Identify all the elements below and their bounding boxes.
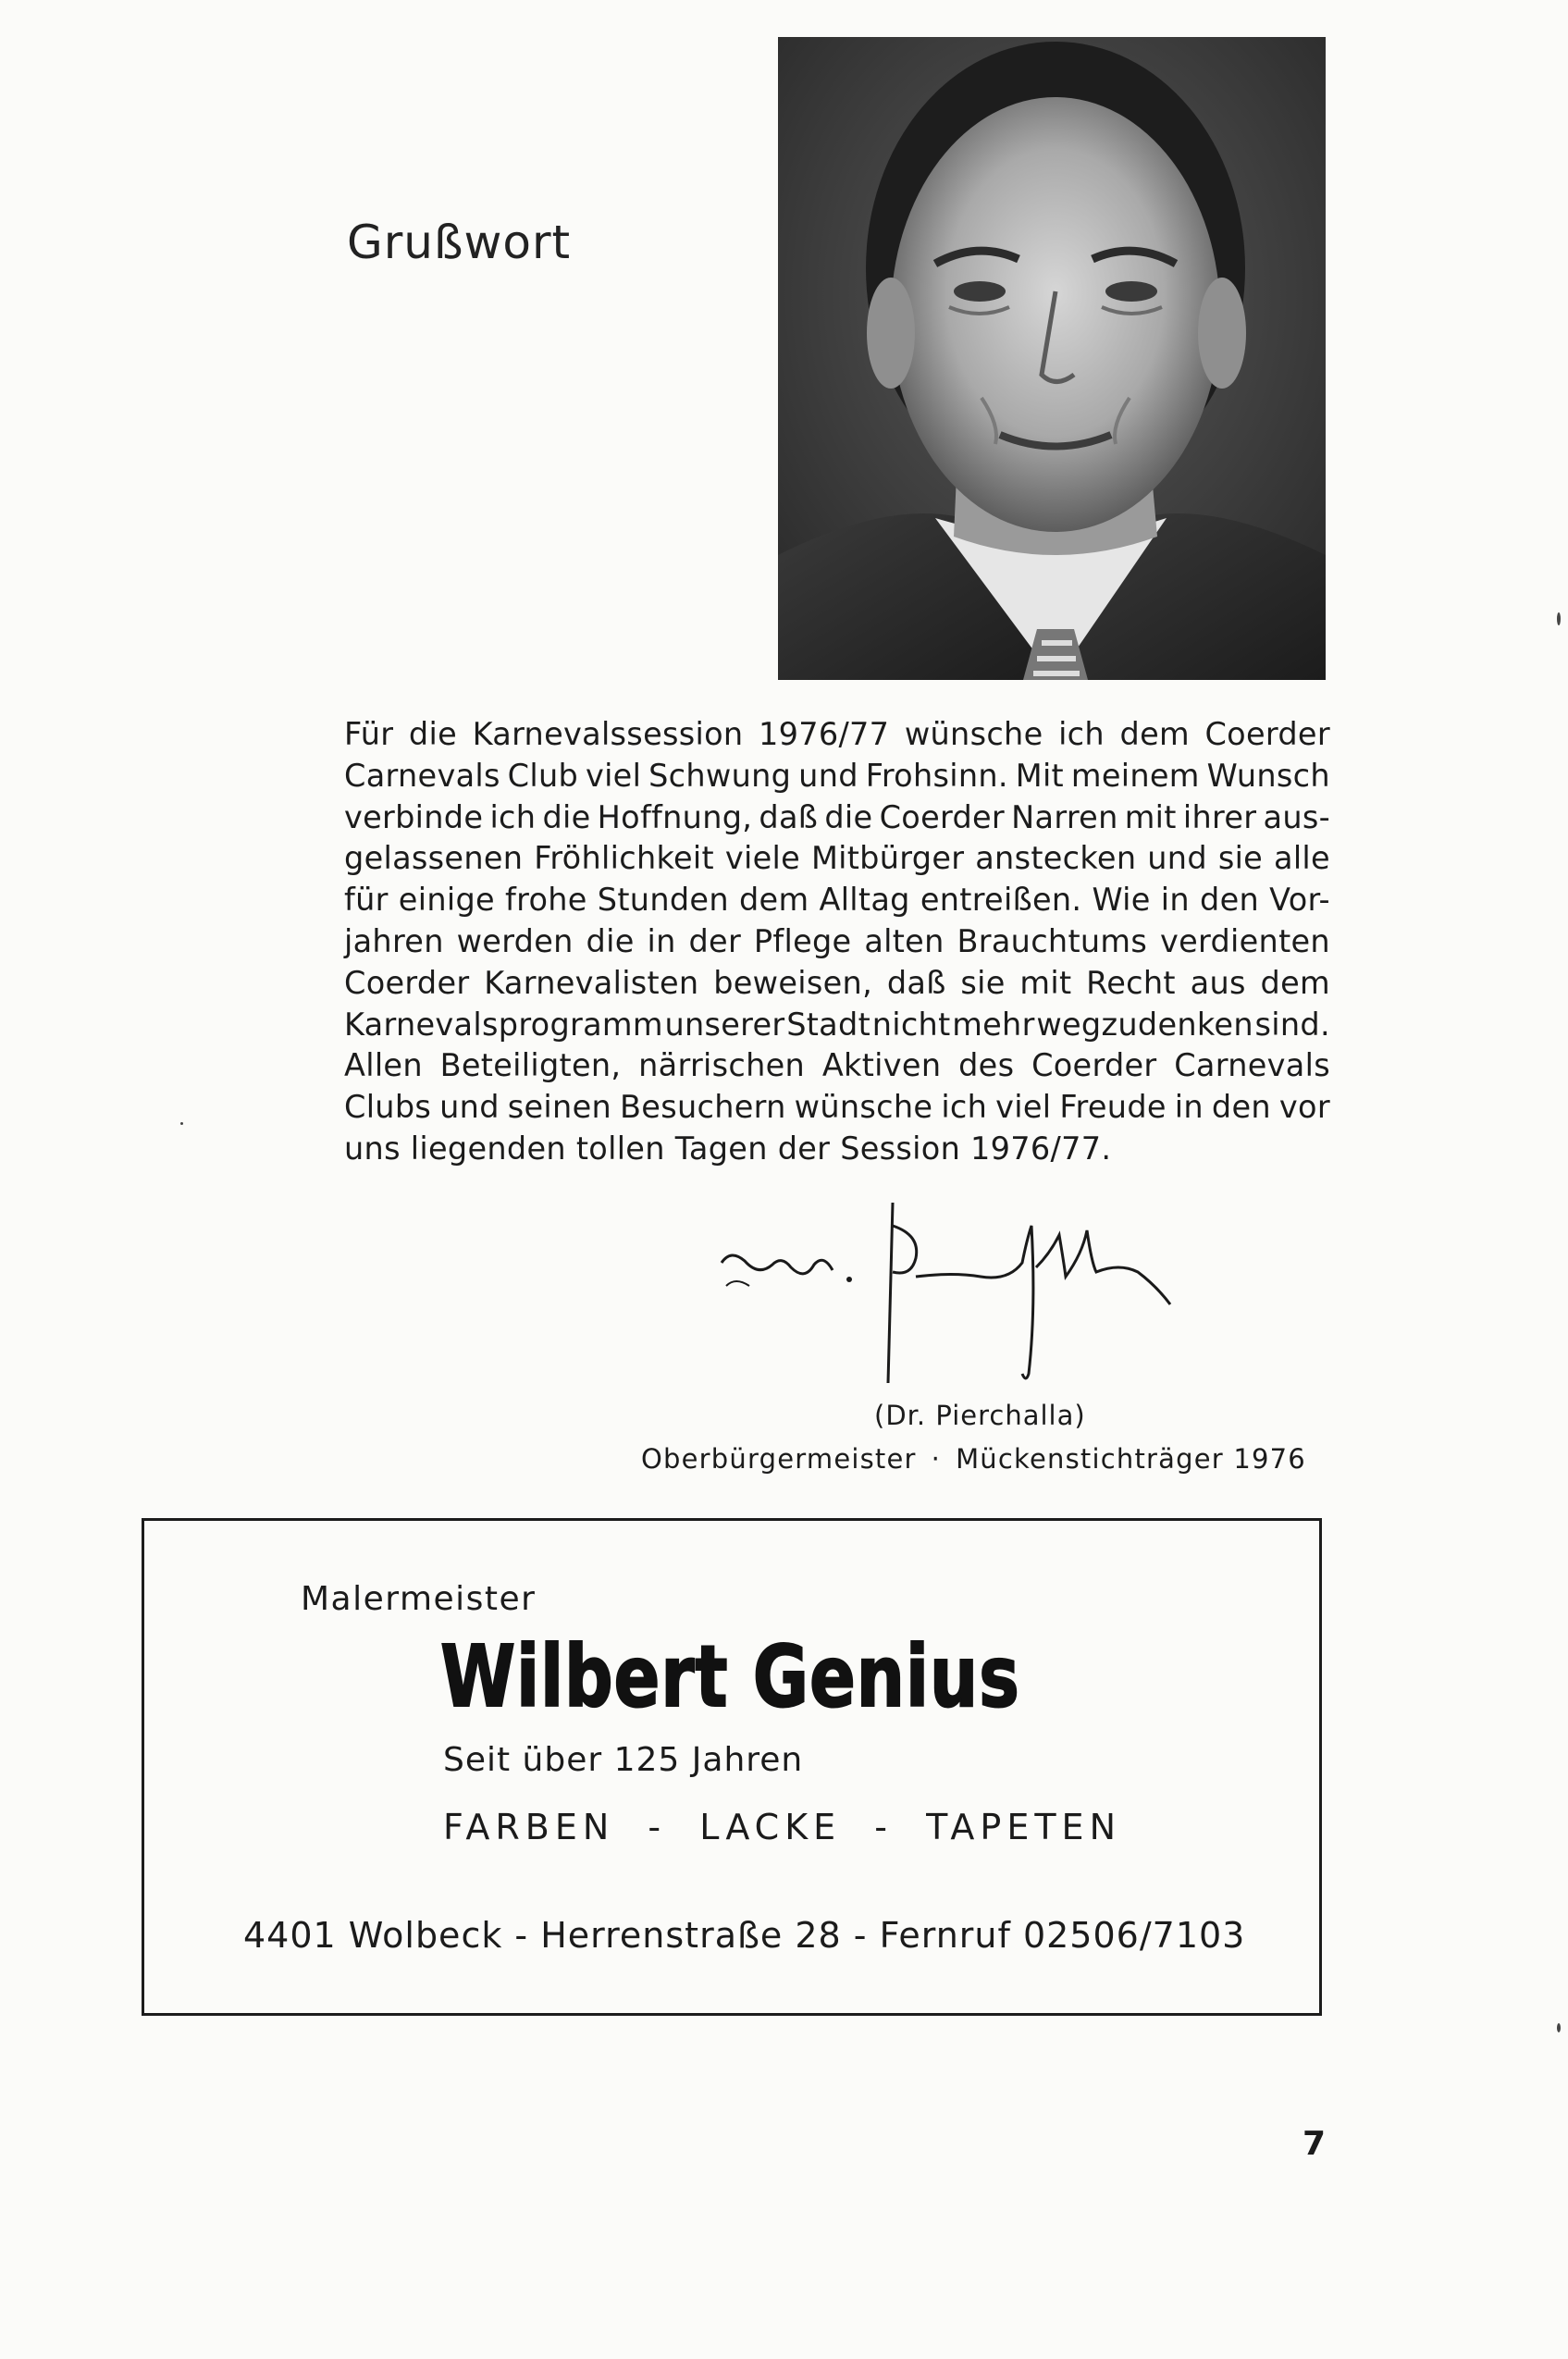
text-word: Schwung (648, 757, 792, 794)
text-word: Aktiven (821, 1047, 942, 1084)
text-line (344, 1087, 1330, 1129)
text-word: wünsche (794, 1089, 933, 1126)
title-separator: · (931, 1443, 942, 1475)
text-word: den (1211, 1089, 1271, 1126)
text-word: mit (1019, 964, 1072, 1001)
text-word: aus (1190, 964, 1246, 1001)
text-word: Alltag (819, 882, 910, 919)
text-word: aus- (1263, 798, 1330, 835)
text-word: seinen (507, 1089, 612, 1126)
text-line (344, 797, 1330, 839)
text-word: des (958, 1047, 1015, 1084)
signer-title-left: Oberbürgermeister (641, 1443, 917, 1475)
text-word: gelassenen (344, 840, 524, 877)
text-word: dem (1260, 964, 1330, 1001)
text-line (344, 756, 1330, 797)
portrait-photo (778, 37, 1326, 680)
text-word: alten (864, 922, 945, 959)
ad-pretitle: Malermeister (301, 1580, 537, 1618)
text-word: viel (585, 757, 642, 794)
text-word: alle (1274, 840, 1330, 877)
text-word: frohe (505, 882, 587, 919)
text-word: Mit (1015, 757, 1064, 794)
text-word: Recht (1086, 964, 1176, 1001)
text-word: ihrer (1182, 798, 1257, 835)
text-word: sind. (1254, 1006, 1330, 1043)
text-word: werden (456, 922, 574, 959)
text-word: Stunden (597, 882, 729, 919)
text-line (344, 921, 1330, 963)
text-word: vor (1278, 1089, 1330, 1126)
text-word: sie (1217, 840, 1264, 877)
text-word: die (586, 922, 635, 959)
text-word: meinem (1070, 757, 1200, 794)
text-word: Wunsch (1206, 757, 1330, 794)
text-word: Brauchtums (957, 922, 1148, 959)
text-word: und (798, 757, 858, 794)
text-word: ich (1058, 716, 1105, 752)
text-word: wegzudenken (1036, 1006, 1253, 1043)
text-word: närrischen (638, 1047, 806, 1084)
text-word: Besuchern (620, 1089, 786, 1126)
signature-image (703, 1198, 1221, 1392)
text-word: anstecken (975, 840, 1137, 877)
text-word: den (1200, 882, 1260, 919)
text-word: jahren (344, 922, 444, 959)
text-word: dem (738, 882, 809, 919)
text-word: nicht (871, 1006, 951, 1043)
text-word: Clubs (344, 1089, 432, 1126)
text-word: Karnevalssession (472, 716, 744, 752)
text-word: in (1174, 1089, 1204, 1126)
signer-title (641, 1443, 1306, 1475)
page-heading: Grußwort (347, 216, 572, 269)
ad-tagline: Seit über 125 Jahren (443, 1741, 804, 1779)
text-word: Coerder (1031, 1047, 1157, 1084)
text-line (344, 1005, 1330, 1046)
text-word: daß (759, 798, 819, 835)
text-word: Coerder (344, 964, 470, 1001)
text-word: wünsche (904, 716, 1043, 752)
text-word: dem (1119, 716, 1190, 752)
text-word: Club (507, 757, 579, 794)
text-word: Beteiligten, (439, 1047, 622, 1084)
signer-name: (Dr. Pierchalla) (874, 1400, 1086, 1431)
text-word: Coerder (1204, 716, 1330, 752)
text-word: unserer (664, 1006, 785, 1043)
text-word: viel (995, 1089, 1052, 1126)
text-word: Allen (344, 1047, 423, 1084)
text-line (344, 838, 1330, 880)
signer-title-right: Mückenstichträger 1976 (956, 1443, 1306, 1475)
text-word: uns liegenden tollen Tagen der Session 1976/77. (344, 1130, 1112, 1167)
text-word: der (688, 922, 742, 959)
text-word: Frohsinn. (865, 757, 1008, 794)
greeting-text (344, 714, 1330, 1170)
text-word: entreißen. (920, 882, 1082, 919)
scan-speck (180, 1122, 183, 1125)
text-word: Stadt (786, 1006, 871, 1043)
scan-speck (1557, 2023, 1561, 2032)
text-word: mit (1124, 798, 1177, 835)
text-line (344, 1129, 1330, 1170)
text-word: ich (489, 798, 537, 835)
text-word: in (1160, 882, 1190, 919)
text-word: die (542, 798, 591, 835)
text-word: verdienten (1159, 922, 1330, 959)
text-word: und (1147, 840, 1207, 877)
text-word: Hoffnung, (597, 798, 753, 835)
text-word: für (344, 882, 389, 919)
text-word: Carnevals (1174, 1047, 1330, 1084)
text-line (344, 880, 1330, 921)
text-word: ich (941, 1089, 988, 1126)
page-number: 7 (1303, 2125, 1327, 2163)
text-word: daß (886, 964, 946, 1001)
portrait-image (778, 37, 1326, 680)
text-word: Carnevals (344, 757, 500, 794)
text-word: Wie (1092, 882, 1151, 919)
text-word: viele (724, 840, 801, 877)
text-word: Narren (1011, 798, 1118, 835)
text-line (344, 714, 1330, 756)
text-word: Karnevalisten (484, 964, 699, 1001)
text-word: die (408, 716, 457, 752)
text-word: Für (344, 716, 394, 752)
text-word: Pflege (753, 922, 852, 959)
text-word: verbinde (344, 798, 484, 835)
text-word: einige (398, 882, 495, 919)
text-word: Mitbürger (810, 840, 965, 877)
text-line (344, 1045, 1330, 1087)
text-word: Freude (1059, 1089, 1167, 1126)
text-word: die (824, 798, 873, 835)
text-word: Karnevalsprogramm (344, 1006, 663, 1043)
text-word: mehr (952, 1006, 1035, 1043)
ad-company-name: Wilbert Genius (440, 1627, 1020, 1726)
scan-speck (1557, 612, 1561, 625)
text-word: Fröhlichkeit (534, 840, 714, 877)
ad-products: FARBEN - LACKE - TAPETEN (443, 1807, 1121, 1847)
ad-address: 4401 Wolbeck - Herrenstraße 28 - Fernruf 02506/7103 (243, 1915, 1246, 1956)
text-word: Vor- (1269, 882, 1330, 919)
text-word: sie (960, 964, 1006, 1001)
text-word: 1976/77 (758, 716, 890, 752)
text-word: in (647, 922, 676, 959)
text-word: Coerder (879, 798, 1006, 835)
text-word: und (439, 1089, 500, 1126)
text-line (344, 963, 1330, 1005)
text-word: beweisen, (713, 964, 873, 1001)
